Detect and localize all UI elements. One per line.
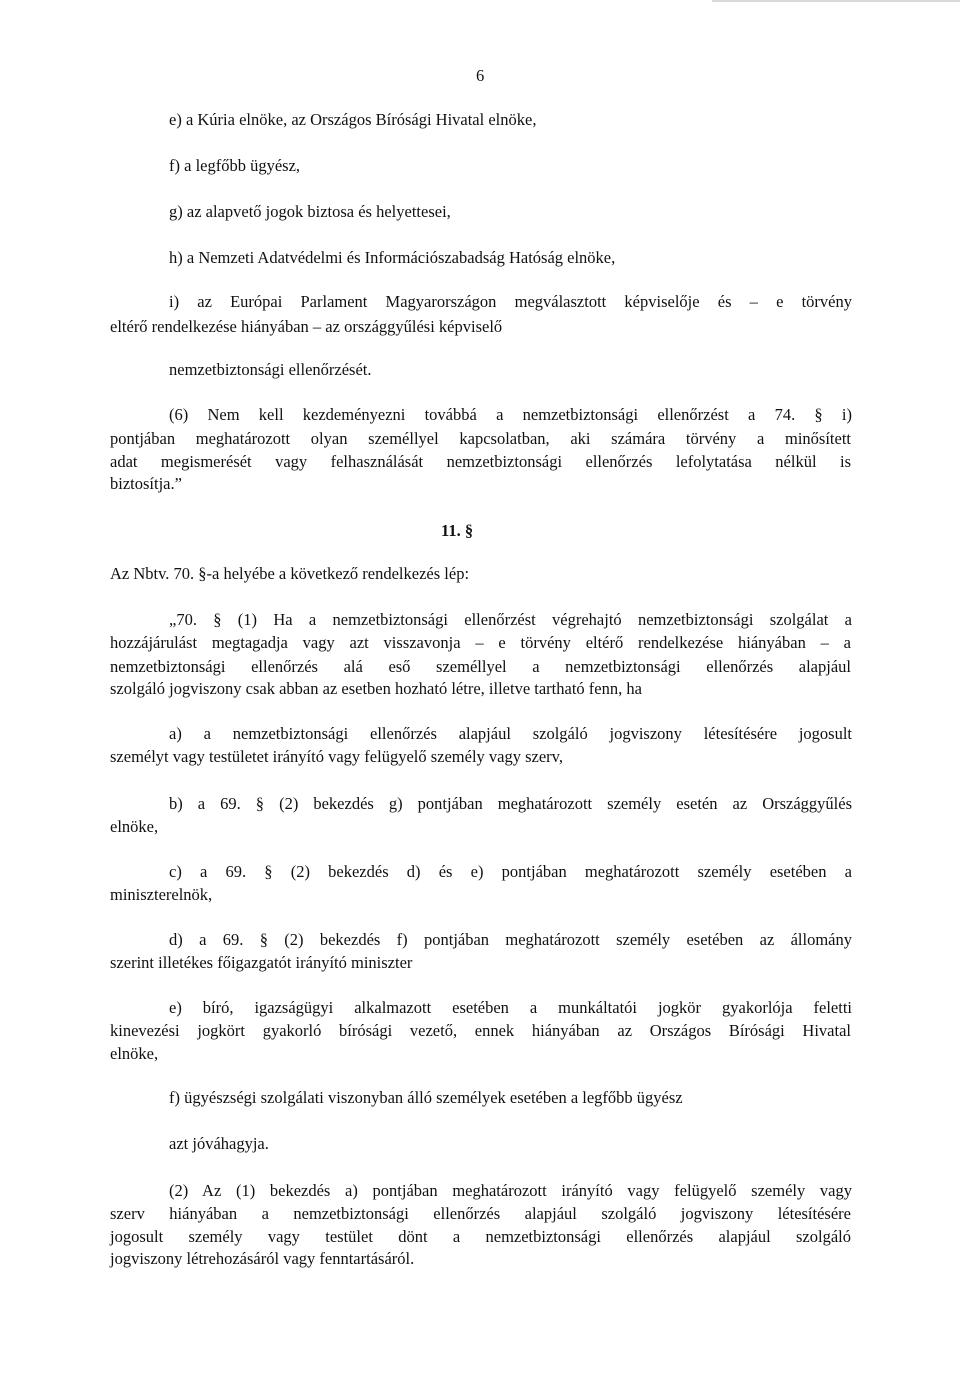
list-item-e-kuria: e) a Kúria elnöke, az Országos Bírósági Hivatal elnöke, (169, 110, 537, 129)
section-70-line: szolgáló jogviszony csak abban az esetben hozható létre, illetve tartható fenn, ha (110, 679, 642, 698)
point-b-line: b) a 69. § (2) bekezdés g) pontjában meghatározott személy esetén az Országgyűlés (169, 794, 852, 813)
point-c-line: miniszterelnök, (110, 885, 213, 904)
point-d-line: d) a 69. § (2) bekezdés f) pontjában meghatározott személy esetében az állomány (169, 930, 852, 949)
point-f-line: f) ügyészségi szolgálati viszonyban álló személyek esetében a legfőbb ügyész (169, 1088, 683, 1107)
top-edge-line (712, 0, 960, 2)
paragraph-line: nemzetbiztonsági ellenőrzését. (169, 360, 372, 379)
section-70-line: „70. § (1) Ha a nemzetbiztonsági ellenőrzést végrehajtó nemzetbiztonsági szolgálat a (169, 610, 852, 629)
point-b-line: elnöke, (110, 817, 159, 836)
intro-line: Az Nbtv. 70. §-a helyébe a következő rendelkezés lép: (110, 564, 470, 583)
closing-line: azt jóváhagyja. (169, 1134, 269, 1153)
paragraph-6-line: adat megismerését vagy felhasználását nemzetbiztonsági ellenőrzés lefolytatása nélkül is (110, 452, 851, 471)
paragraph-6-line: pontjában meghatározott olyan személlyel kapcsolatban, aki számára törvény a minősített (110, 429, 851, 448)
paragraph-2-line: jogosult személy vagy testület dönt a nemzetbiztonsági ellenőrzés alapjául szolgáló (110, 1227, 851, 1246)
section-70-line: hozzájárulást megtagadja vagy azt visszavonja – e törvény eltérő rendelkezése hiányában – a (110, 633, 851, 652)
point-d-line: szerint illetékes főigazgatót irányító miniszter (110, 953, 413, 972)
page-number: 6 (476, 66, 485, 85)
section-heading: 11. § (441, 521, 474, 540)
list-item-g-jogok: g) az alapvető jogok biztosa és helyettesei, (169, 202, 451, 221)
list-item-h-nemzeti: h) a Nemzeti Adatvédelmi és Információszabadság Hatóság elnöke, (169, 248, 616, 267)
paragraph-2-line: szerv hiányában a nemzetbiztonsági ellenőrzés alapjául szolgáló jogviszony létesítésére (110, 1204, 851, 1223)
paragraph-6-line: (6) Nem kell kezdeményezni továbbá a nemzetbiztonsági ellenőrzést a 74. § i) (169, 405, 852, 424)
point-e-line: kinevezési jogkört gyakorló bírósági vezető, ennek hiányában az Országos Bírósági Hivatal (110, 1021, 851, 1040)
list-item-f-legfobb: f) a legfőbb ügyész, (169, 156, 301, 175)
point-e-line: elnöke, (110, 1044, 159, 1063)
paragraph-2-line: jogviszony létrehozásáról vagy fenntartásáról. (110, 1249, 415, 1268)
point-a-line: személyt vagy testületet irányító vagy felügyelő személy vagy szerv, (110, 747, 563, 766)
section-70-line: nemzetbiztonsági ellenőrzés alá eső személlyel a nemzetbiztonsági ellenőrzés alapjául (110, 657, 851, 676)
point-a-line: a) a nemzetbiztonsági ellenőrzés alapjául szolgáló jogviszony létesítésére jogosult (169, 724, 852, 743)
point-c-line: c) a 69. § (2) bekezdés d) és e) pontjában meghatározott személy esetében a (169, 862, 852, 881)
list-item-i-line: i) az Európai Parlament Magyarországon megválasztott képviselője és – e törvény (169, 292, 852, 311)
paragraph-2-line: (2) Az (1) bekezdés a) pontjában meghatározott irányító vagy felügyelő személy vagy (169, 1181, 852, 1200)
point-e-line: e) bíró, igazságügyi alkalmazott esetében a munkáltatói jogkör gyakorlója feletti (169, 998, 852, 1017)
list-item-i-line: eltérő rendelkezése hiányában – az országgyűlési képviselő (110, 317, 503, 336)
paragraph-6-line: biztosítja.” (110, 474, 182, 493)
